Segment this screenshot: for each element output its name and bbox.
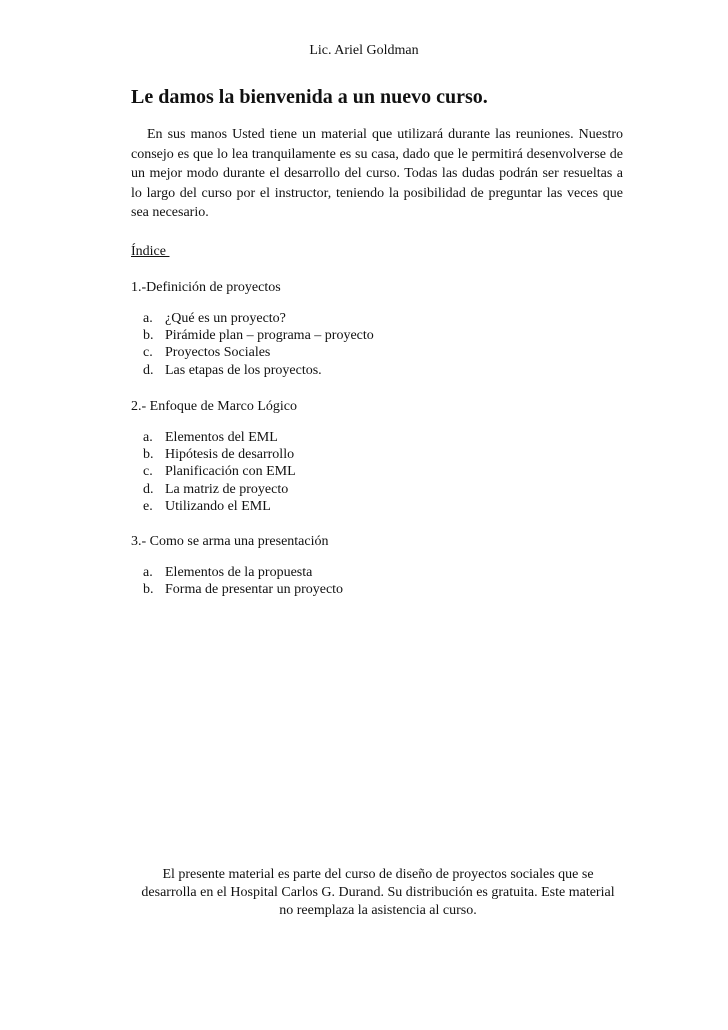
list-item-text: Forma de presentar un proyecto [165,582,344,598]
section-items-list [131,310,623,379]
section-title: 2.- Enfoque de Marco Lógico [131,399,297,414]
list-marker: d. [143,362,154,378]
list-marker: d. [143,481,154,497]
list-item-text: Pirámide plan – programa – proyecto [165,328,374,344]
list-item [131,327,623,344]
list-item-text: Elementos del EML [165,430,278,445]
list-item-text: Planificación con EML [165,464,296,480]
list-item-text: Las etapas de los proyectos. [165,362,322,378]
page-header-author: Lic. Ariel Goldman [309,43,419,58]
section-items-list [131,429,623,515]
index-section-3 [131,533,623,598]
document-title: Le damos la bienvenida a un nuevo curso. [131,86,488,108]
list-marker: a. [143,430,153,445]
list-item [131,362,623,379]
list-item [131,481,623,498]
list-item [131,310,623,327]
list-marker: b. [143,582,154,598]
list-item [131,429,623,446]
section-title: 3.- Como se arma una presentación [131,534,329,549]
list-item [131,463,623,480]
list-item-text: Utilizando el EML [165,498,271,514]
list-marker: b. [143,447,154,463]
list-item [131,344,623,361]
index-section-1 [131,279,623,379]
list-marker: e. [143,498,153,514]
list-marker: c. [143,464,153,480]
list-marker: a. [143,565,153,580]
list-item-text: Elementos de la propuesta [165,565,313,580]
list-item-text: ¿Qué es un proyecto? [165,311,286,326]
intro-paragraph: En sus manos Usted tiene un material que utilizará durante las reuniones. Nuestro consejo es que lo lea tranquilamente es su casa, dado que le permitirá desenvolverse de un mejor modo durante el desarrollo del curso. Todas las dudas podrán ser resueltas a lo largo del curso por el instructor, teniendo la posibilidad de preguntar las veces que sea necesario. [131,127,623,220]
list-marker: b. [143,328,154,344]
section-title: 1.-Definición de proyectos [131,280,281,295]
list-item-text: La matriz de proyecto [165,481,289,497]
index-heading: Índice [131,244,170,259]
list-item-text: Hipótesis de desarrollo [165,447,295,463]
list-marker: c. [143,345,153,361]
list-marker: a. [143,311,153,326]
list-item [131,498,623,515]
footer-note: El presente material es parte del curso de diseño de proyectos sociales que se desarrolla en el Hospital Carlos G. Durand. Su distribución es gratuita. Este material no reemplaza la asistencia al curso. [141,867,615,918]
list-item [131,564,623,581]
section-items-list [131,564,623,598]
list-item [131,581,623,598]
index-section-2 [131,398,623,515]
list-item-text: Proyectos Sociales [165,345,271,361]
list-item [131,446,623,463]
